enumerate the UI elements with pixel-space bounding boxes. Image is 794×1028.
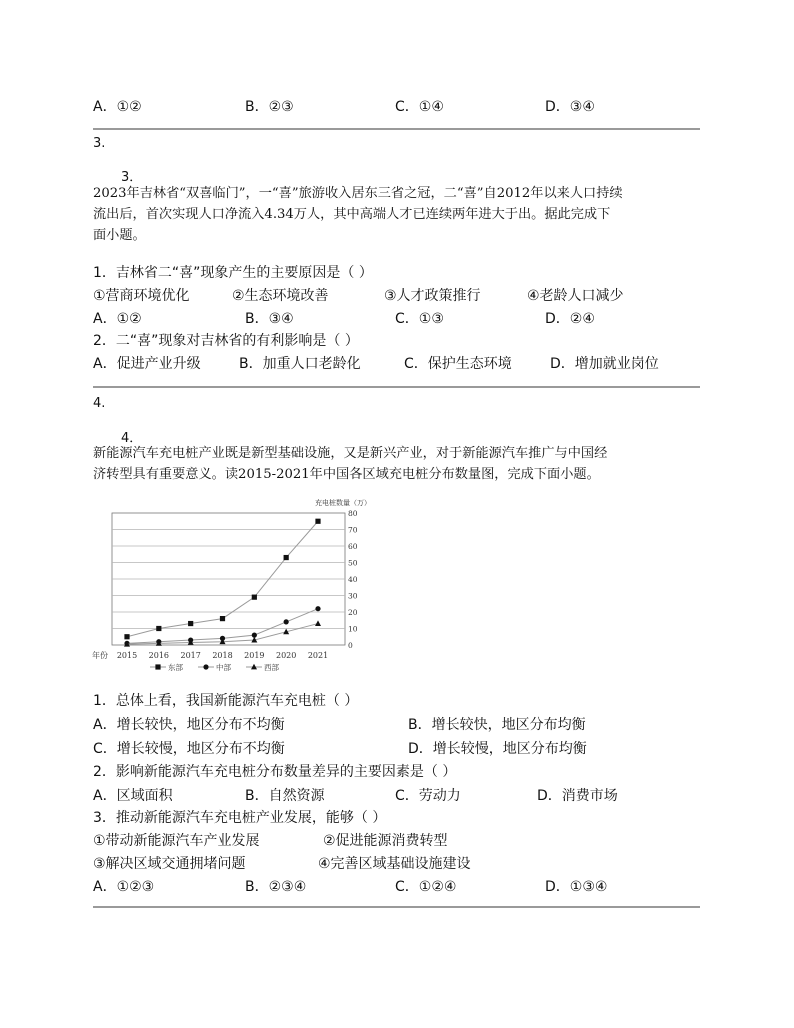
q3-sub2-option-c[interactable]: C．保护生态环境: [404, 356, 512, 372]
data-point-square: [156, 626, 161, 631]
x-tick-label: 2016: [148, 651, 170, 660]
y-axis-label: 充电桩数量（万）: [315, 499, 371, 507]
q3-sub2-stem: 2．二“喜”现象对吉林省的有利影响是（ ）: [93, 333, 359, 349]
y-tick-label: 10: [348, 624, 358, 634]
q4-sub3-option-c[interactable]: C．①②④: [395, 879, 457, 895]
x-tick-label: 2015: [116, 651, 138, 660]
q4-sub3-item-4: ④完善区域基础设施建设: [318, 856, 471, 872]
q3-sub1-option-a[interactable]: A．①②: [93, 311, 142, 327]
legend-marker-circle: [203, 664, 208, 669]
q4-sub1-stem: 1．总体上看，我国新能源汽车充电桩（ ）: [93, 693, 359, 709]
legend-label: 中部: [216, 663, 231, 672]
q4-sub3-stem: 3．推动新能源汽车充电桩产业发展，能够（ ）: [93, 810, 387, 826]
question-3-passage: [93, 183, 703, 246]
chart-legend: [150, 662, 279, 672]
y-tick-label: 0: [348, 641, 353, 650]
q4-sub3-item-3: ③解决区域交通拥堵问题: [93, 856, 246, 872]
q4-sub1-option-a[interactable]: A．增长较快，地区分布不均衡: [93, 717, 285, 733]
divider-3: [93, 906, 700, 908]
q4-sub2-option-d[interactable]: D．消费市场: [537, 788, 618, 804]
y-tick-label: 70: [348, 525, 358, 535]
top-option-c[interactable]: C．①④: [395, 99, 444, 115]
q3-sub1-option-b[interactable]: B．③④: [245, 311, 294, 327]
q4-sub2-option-a[interactable]: A．区域面积: [93, 788, 173, 804]
q3-sub1-item-4: ④老龄人口减少: [527, 288, 624, 304]
legend-marker-square: [155, 664, 160, 669]
y-tick-label: 40: [348, 575, 358, 584]
q3-sub2-option-b[interactable]: B．加重人口老龄化: [239, 356, 361, 372]
divider-1: [93, 128, 700, 130]
q3-sub1-stem: 1．吉林省二“喜”现象产生的主要原因是（ ）: [93, 265, 373, 281]
q4-sub3-option-d[interactable]: D．①③④: [545, 879, 608, 895]
data-point-square: [220, 616, 225, 621]
question-3-passage-line-3: 面小题。: [93, 228, 146, 243]
q4-sub3-option-a[interactable]: A．①②③: [93, 879, 155, 895]
data-point-square: [188, 621, 193, 626]
divider-2: [93, 386, 700, 388]
x-axis-label: 年份: [92, 651, 108, 660]
x-tick-label: 2018: [212, 651, 233, 660]
legend-label: 东部: [168, 663, 183, 672]
question-3-sub-number: 3．: [121, 170, 143, 185]
y-tick-label: 50: [348, 558, 358, 568]
data-point-square: [315, 519, 320, 524]
question-4-passage-line-1: 新能源汽车充电桩产业既是新型基础设施，又是新兴产业，对于新能源汽车推广与中国经: [93, 446, 608, 461]
data-point-square: [252, 595, 257, 600]
y-tick-label: 30: [348, 591, 358, 601]
top-option-a[interactable]: A．①②: [93, 99, 142, 115]
top-option-b[interactable]: B．②③: [245, 99, 294, 115]
data-point-circle: [284, 619, 289, 624]
q3-sub2-option-a[interactable]: A．促进产业升级: [93, 356, 201, 372]
q4-sub1-option-c[interactable]: C．增长较慢，地区分布不均衡: [93, 741, 285, 757]
x-tick-label: 2017: [180, 651, 201, 660]
x-tick-label: 2021: [307, 651, 329, 660]
question-4-passage: [93, 443, 703, 485]
q4-sub2-stem: 2．影响新能源汽车充电桩分布数量差异的主要因素是（ ）: [93, 764, 457, 780]
q4-sub2-option-c[interactable]: C．劳动力: [395, 788, 461, 804]
x-tick-label: 2020: [275, 651, 297, 660]
q3-sub1-option-c[interactable]: C．①③: [395, 311, 444, 327]
q3-sub1-item-1: ①营商环境优化: [93, 288, 190, 304]
question-4-passage-line-2: 济转型具有重要意义。读2015-2021年中国各区域充电桩分布数量图，完成下面小题。: [93, 467, 600, 482]
charging-pile-chart: [90, 495, 390, 680]
q3-sub1-item-2: ②生态环境改善: [232, 288, 329, 304]
x-tick-label: 2019: [244, 651, 265, 660]
question-4-sub-number: 4．: [121, 431, 143, 446]
legend-label: 西部: [264, 663, 279, 672]
q3-sub1-item-3: ③人才政策推行: [384, 288, 481, 304]
data-point-triangle: [315, 620, 321, 626]
q4-sub1-option-d[interactable]: D．增长较慢，地区分布均衡: [408, 741, 587, 757]
data-point-circle: [315, 606, 320, 611]
q4-sub2-option-b[interactable]: B．自然资源: [245, 788, 325, 804]
q4-sub3-option-b[interactable]: B．②③④: [245, 879, 307, 895]
y-tick-label: 80: [348, 509, 358, 518]
question-3-number: 3.: [93, 136, 106, 151]
q3-sub1-option-d[interactable]: D．②④: [545, 311, 595, 327]
q4-sub1-option-b[interactable]: B．增长较快，地区分布均衡: [408, 717, 586, 733]
q4-sub3-item-1: ①带动新能源汽车产业发展: [93, 833, 260, 849]
question-3-passage-line-1: 2023年吉林省“双喜临门”，一“喜”旅游收入居东三省之冠，二“喜”自2012年以来人口持续: [93, 186, 623, 201]
data-point-square: [124, 634, 129, 639]
chart-series: [124, 519, 321, 647]
top-option-d[interactable]: D．③④: [545, 99, 595, 115]
data-point-square: [284, 555, 289, 560]
q3-sub2-option-d[interactable]: D．增加就业岗位: [550, 356, 659, 372]
question-3-passage-line-2: 流出后，首次实现人口净流入4.34万人，其中高端人才已连续两年进大于出。据此完成下: [93, 207, 611, 222]
y-tick-label: 60: [348, 542, 358, 551]
y-tick-label: 20: [348, 608, 358, 617]
q4-sub3-item-2: ②促进能源消费转型: [323, 833, 448, 849]
question-4-number: 4.: [93, 396, 106, 411]
